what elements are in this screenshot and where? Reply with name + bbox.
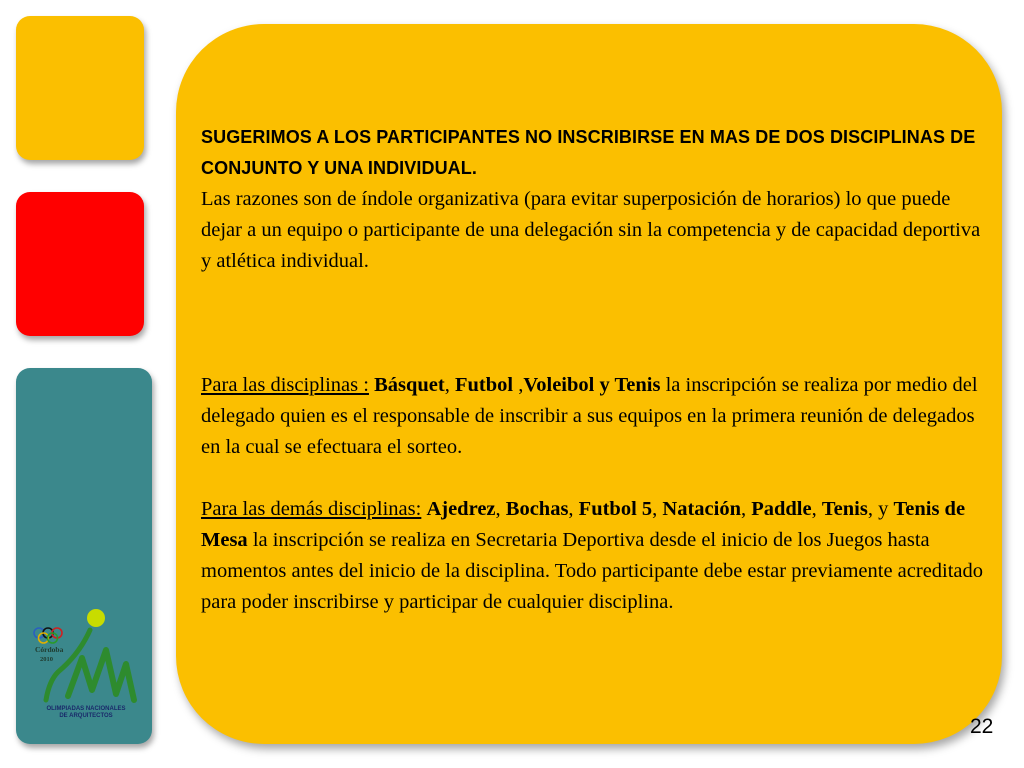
discipline-natacion: Natación xyxy=(662,498,741,520)
page-number: 22 xyxy=(970,715,994,738)
logo-title-line1: OLIMPIADAS NACIONALES xyxy=(46,706,126,712)
logo-city: Córdoba xyxy=(35,645,64,654)
heading: SUGERIMOS A LOS PARTICIPANTES NO INSCRIBIRSE EN MAS DE DOS DISCIPLINAS DE CONJUNTO Y UNA INDIVIDUAL. xyxy=(201,127,976,178)
logo-title-line2: DE ARQUITECTOS xyxy=(59,713,113,719)
other-label: Para las demás disciplinas: xyxy=(201,498,422,520)
discipline-paddle: Paddle xyxy=(751,498,812,520)
olympiad-logo xyxy=(30,600,142,720)
discipline-tenis: Tenis xyxy=(821,498,868,520)
discipline-ajedrez: Ajedrez xyxy=(426,498,496,520)
mountain-letters xyxy=(68,650,134,700)
reasons-paragraph: Las razones son de índole organizativa (para evitar superposición de horarios) lo que puede dejar a un equipo o participante de una delegación sin la competencia y de capacidad deportiva y atlética individual. xyxy=(201,188,981,272)
olympiad-logo-graphic xyxy=(30,600,142,720)
other-disciplines-paragraph: Para las demás disciplinas: Ajedrez, Bochas, Futbol 5, Natación, Paddle, Tenis, y Tenis de Mesa la inscripción se realiza en Secretaria Deportiva desde el inicio de los Juegos hasta momentos antes del inicio de la disciplina. Todo participante debe estar previamente acreditado para poder inscribirse y participar de cualquier disciplina. xyxy=(201,498,984,613)
discipline-futbol: Futbol xyxy=(454,374,514,396)
team-disciplines-paragraph: Para las disciplinas : Básquet, Futbol ,Voleibol y Tenis la inscripción se realiza por medio del delegado quien es el responsable de inscribir a sus equipos en la primera reunión de delegados en la cual se efectuara el sorteo. xyxy=(201,374,978,458)
discipline-bochas: Bochas xyxy=(505,498,569,520)
discipline-futbol-5: Futbol 5 xyxy=(578,498,653,520)
yellow-tile xyxy=(16,16,144,160)
discipline-basquet: Básquet xyxy=(374,374,445,396)
figure-head xyxy=(87,609,105,627)
discipline-tenis-de-mesa: Tenis de Mesa xyxy=(201,498,966,551)
red-tile xyxy=(16,192,144,336)
logo-year: 2010 xyxy=(40,656,53,663)
team-label: Para las disciplinas : xyxy=(201,374,369,396)
discipline-voleibol-tenis: Voleibol y Tenis xyxy=(523,374,661,396)
text-block xyxy=(201,122,991,618)
